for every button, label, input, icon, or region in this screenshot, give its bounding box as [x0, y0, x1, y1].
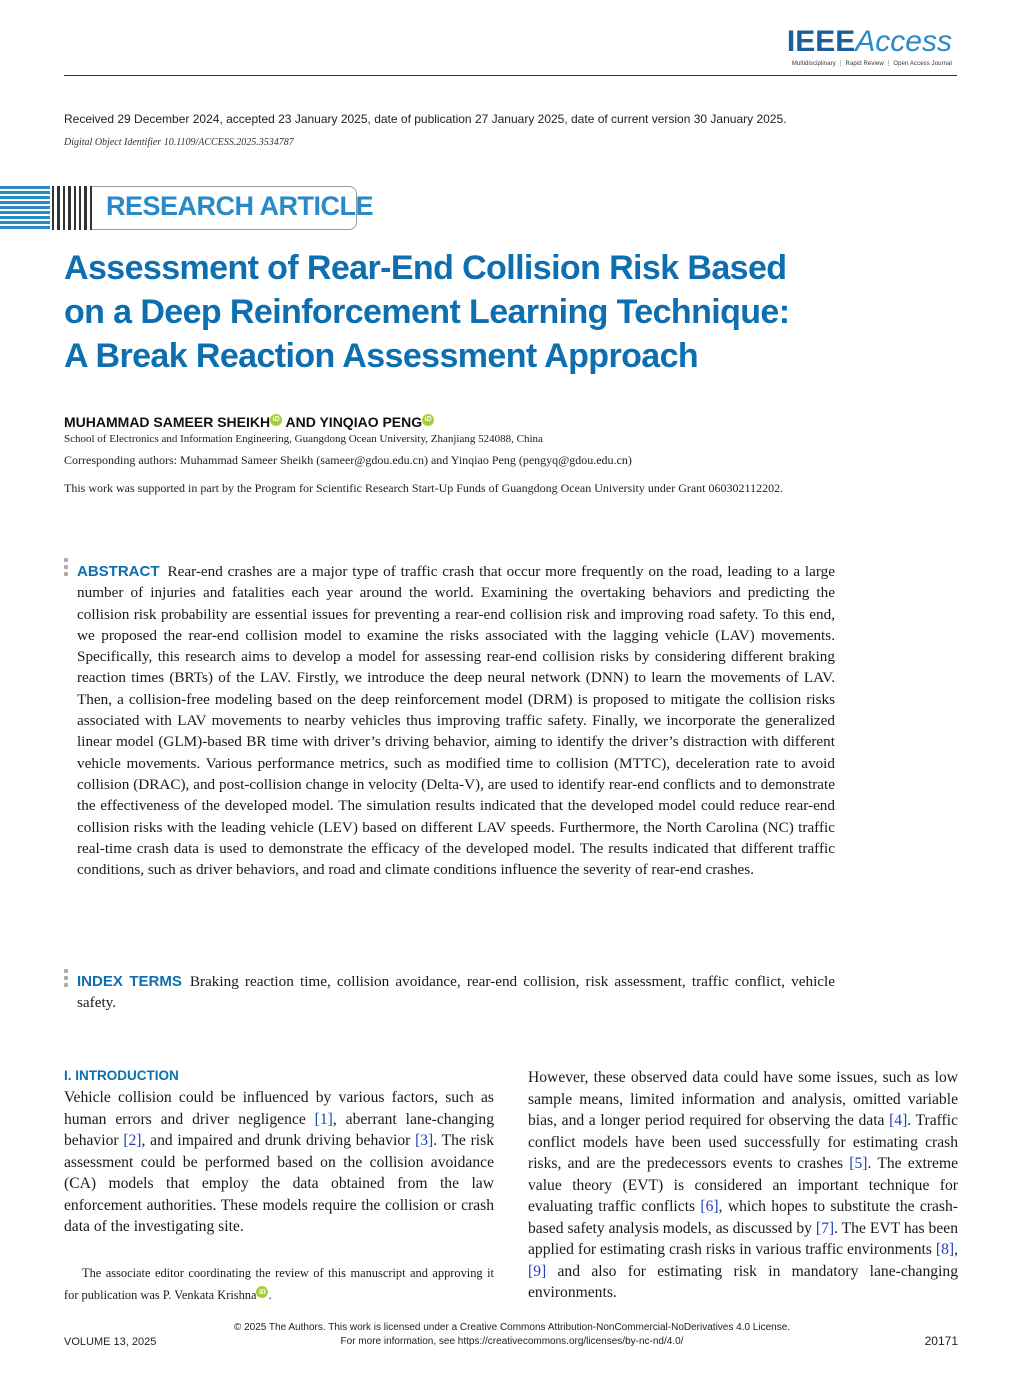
abstract [77, 561, 835, 880]
index-terms-text: Braking reaction time, collision avoidance, rear-end collision, risk assessment, traffic conflict, vehicle safety. [77, 973, 835, 1012]
body-text: , [954, 1241, 958, 1258]
body-text: Vehicle collision could be influenced by various factors, such as human errors and driver negligence [64, 1089, 494, 1128]
citation-link[interactable]: [5] [849, 1155, 868, 1172]
footnote-text: The associate editor coordinating the review of this manuscript and approving it for publication was P. Venkata Krishna [64, 1266, 494, 1302]
body-text: , aberrant lane-changing behavior [64, 1110, 494, 1149]
author-2: AND YINQIAO PENG [282, 414, 423, 430]
citation-link[interactable]: [9] [528, 1262, 547, 1280]
index-terms-label: INDEX TERMS [77, 973, 182, 990]
citation-link[interactable]: [3] [415, 1132, 434, 1149]
abstract-dots [64, 558, 68, 579]
body-text: , and impaired and drunk driving behavior [141, 1132, 416, 1149]
doi-line: Digital Object Identifier 10.1109/ACCESS.2025.3534787 [64, 137, 294, 148]
header-rule [64, 75, 957, 76]
orcid-icon[interactable]: iD [256, 1286, 268, 1298]
footnote-end: . [268, 1288, 272, 1302]
affiliation: School of Electronics and Information Engineering, Guangdong Ocean University, Zhanjiang 524088, China [64, 433, 543, 445]
title-line-3: A Break Reaction Assessment Approach [64, 337, 699, 375]
orcid-icon[interactable]: iD [270, 414, 282, 426]
logo-access-text: Access [855, 25, 952, 58]
funding-statement: This work was supported in part by the Program for Scientific Research Start-Up Funds of Guangdong Ocean University under Grant 060302112202. [64, 481, 784, 495]
copyright-line: © 2025 The Authors. This work is licensed under a Creative Commons Attribution-NonCommercial-NoDerivatives 4.0 License. [233, 1322, 791, 1333]
title-line-1: Assessment of Rear-End Collision Risk Based [64, 249, 787, 287]
orcid-icon[interactable]: iD [422, 414, 434, 426]
body-text: , which hopes to substitute the crash-based safety analysis models, as discussed by [528, 1198, 958, 1237]
index-terms [77, 971, 835, 1014]
editor-footnote [64, 1262, 494, 1306]
citation-link[interactable]: [4] [889, 1112, 908, 1129]
abstract-text: Rear-end crashes are a major type of traffic crash that occur more frequently on the road, leading to a large number of injuries and fatalities each year around the world. Examining the overtaking behaviors and predicting the collision risk probability are essential issues for preventing a rear-end collision risk and improving road safety. To this end, we proposed the rear-end collision model to examine the risks associated with the lagging vehicle (LAV) movements. Specifically, this research aims to develop a model for assessing rear-end collision risks by considering different braking reaction times (BRTs) of the LAV. Firstly, we introduce the deep neural network (DNN) to learn the movements of LAV. Then, a collision-free modeling based on the deep reinforcement model (DRM) is proposed to mitigate the collision risks associated with LAV movements to nearby vehicles thus improving traffic safety. Finally, we incorporate the generalized linear model (GLM)-based BR time with driver’s driving behavior, aiming to identify the driver’s distraction with different vehicle movements. Various performance metrics, such as modified time to collision (MTTC), deceleration rate to avoid collision (DRAC), and post-collision change in velocity (Delta-V), are used to identify rear-end conflicts and to demonstrate the effectiveness of the developed model. The simulation results indicated that the developed model could reduce rear-end collision risks with the leading vehicle (LEV) based on different LAV speeds. Furthermore, the North Carolina (NC) traffic real-time crash data is used to demonstrate the efficacy of the developed model. The results indicated that different traffic conditions, such as driver behaviors, and road and climate conditions influence the severity of rear-end crashes. [77, 563, 835, 879]
body-text: . Traffic conflict models have been used successfully for estimating crash risks, and are the predecessors events to crashes [528, 1112, 958, 1172]
body-text: . The EVT has been applied for estimating crash risks in various traffic environments [528, 1219, 958, 1258]
logo-tagline: Multidisciplinary ⋮ Rapid Review ⋮ Open Access Journal [791, 61, 952, 67]
body-text: . The risk assessment could be performed based on the collision avoidance (CA) models that employ the data obtained from the law enforcement authorities. These models require the collision or crash data of the investigating site. [64, 1132, 494, 1235]
author-1: MUHAMMAD SAMEER SHEIKH [64, 414, 271, 430]
journal-logo [787, 26, 952, 67]
citation-link[interactable]: [1] [314, 1110, 333, 1128]
received-dates: Received 29 December 2024, accepted 23 January 2025, date of publication 27 January 2025, date of current version 30 January 2025. [64, 112, 787, 126]
corresponding-authors: Corresponding authors: Muhammad Sameer Sheikh (sameer@gdou.edu.cn) and Yinqiao Peng (pengyq@gdou.edu.cn) [64, 453, 632, 467]
logo-ieee-text: IEEE [786, 25, 856, 58]
section-heading-introduction: I. INTRODUCTION [64, 1068, 179, 1083]
author-line [64, 414, 434, 430]
intro-column-2 [528, 1067, 958, 1304]
article-title [64, 246, 824, 378]
citation-link[interactable]: [6] [700, 1198, 719, 1215]
citation-link[interactable]: [8] [935, 1241, 955, 1258]
license-link-line[interactable]: For more information, see https://creativecommons.org/licenses/by-nc-nd/4.0/ [340, 1336, 684, 1347]
volume-label: VOLUME 13, 2025 [64, 1336, 157, 1348]
page-number: 20171 [924, 1334, 958, 1348]
intro-column-1 [64, 1087, 494, 1238]
body-text: and also for estimating risk in mandatory lane-changing environments. [528, 1262, 958, 1301]
research-article-label: RESEARCH ARTICLE [106, 191, 374, 221]
index-terms-dots [64, 969, 68, 990]
title-line-2: on a Deep Reinforcement Learning Technique: [64, 293, 790, 331]
citation-link[interactable]: [7] [815, 1219, 835, 1237]
body-text: . The extreme value theory (EVT) is considered an important technique for evaluating traffic conflicts [528, 1155, 959, 1215]
body-text: However, these observed data could have some issues, such as low sample means, limited information and analysis, omitted variable bias, and a longer period required for observing the data [528, 1069, 958, 1129]
banner-bars [52, 186, 92, 230]
abstract-label: ABSTRACT [77, 563, 160, 580]
banner-stripes [0, 186, 50, 230]
citation-link[interactable]: [2] [123, 1132, 142, 1149]
